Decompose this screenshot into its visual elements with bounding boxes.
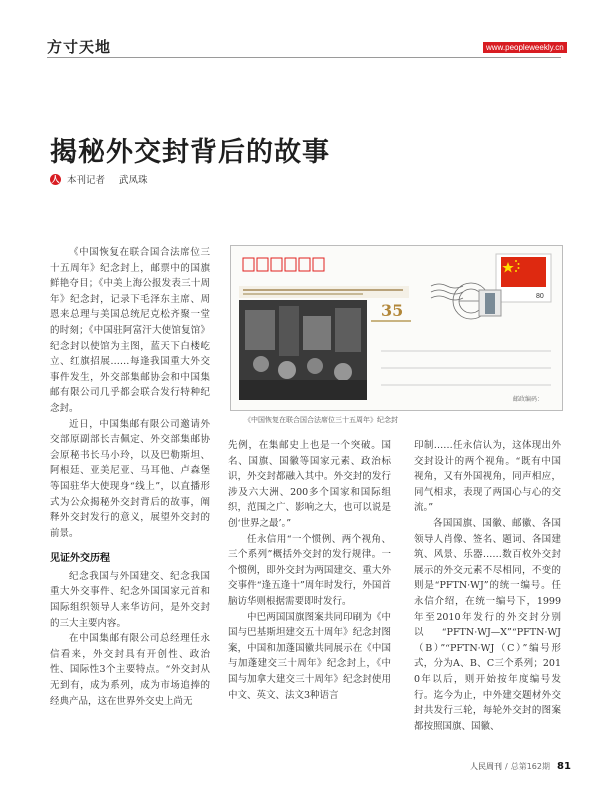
historical-photo (239, 300, 367, 400)
paragraph: 各国国旗、国徽、邮徽、各国领导人肖像、签名、题词、各国建筑、风景、乐器……数百枚外交封展示的外交元素不尽相同，不变的则是“PFTN·WJ”的统一编号。任永信介绍，在统一编号下，1999年至2010年发行的外交封分别以“PFTN·WJ—X”“PFTN·WJ（B）”“PFTN·WJ（C）”编号形式，分为A、B、C三个系列；2010年以后，则开始按年度编号发行。迄今为止，中外建交题材外交封共发行三轮，每轮外交封的图案都按照国旗、国徽、 (414, 517, 561, 732)
byline-name: 武凤珠 (119, 175, 148, 186)
column-2 (228, 438, 391, 703)
paragraph: 近日，中国集邮有限公司邀请外交部原副部长吉佩定、外交部集邮协会原秘书长马小玲，以及巴勒斯坦、阿根廷、亚美尼亚、马耳他、卢森堡等国驻华大使现身“线上”，以直播形式为公众揭秘外交封背后的故事，阐释外交封发行的意义，展望外交封的前景。 (50, 418, 210, 539)
recipient-postcode-label: 邮政编码： (513, 396, 544, 403)
paragraph: 纪念我国与外国建交、纪念我国重大外交事件、纪念外国国家元首和国际组织领导人来华访问，是外交封的三大主要内容。 (50, 570, 210, 629)
magazine-name: 人民周刊 (470, 762, 502, 771)
header-divider (47, 57, 561, 58)
subheading: 见证外交历程 (50, 553, 110, 565)
article-title: 揭秘外交封背后的故事 (50, 137, 330, 168)
column-3 (414, 438, 561, 734)
paragraph: 在中国集邮有限公司总经理任永信看来，外交封具有开创性、政治性、国际性3个主要特点。“外交封从无到有，成为系列，成为市场追捧的经典产品，这在世界外交史上尚无 (50, 633, 210, 707)
postcode-boxes (243, 258, 324, 271)
byline-role: 本刊记者 (67, 175, 106, 186)
flag-stamp (496, 254, 551, 302)
page-number: 81 (556, 761, 571, 772)
paragraph: 《中国恢复在联合国合法席位三十五周年》纪念封上，邮票中的国旗鲜艳夺目；《中美上海公报发表三十周年》纪念封，记录下毛泽东主席、周恩来总理与美国总统尼克松齐聚一堂的时刻；《中国驻阿富汗大使馆复馆》纪念封以使馆为主图，蓝天下白楼屹立、红旗招展……每逢我国重大外交事件发生，外交部集邮协会和中国集邮有限公司几乎都会联合发行特种纪念封。 (50, 247, 210, 414)
byline (50, 172, 148, 186)
issue-number: 总第162期 (510, 762, 550, 771)
address-lines (381, 351, 551, 385)
paragraph: 中巴两国国旗图案共同印刷为《中国与巴基斯坦建交五十周年》纪念封图案，中国和加蓬国徽共同展示在《中国与加蓬建交三十周年》纪念封上，《中国与加拿大建交三十周年》纪念封使用中文、英文、法文3种语言 (228, 611, 391, 701)
postage-value: 80 (536, 293, 544, 300)
cover-image (231, 246, 562, 410)
section-label: 方寸天地 (47, 38, 112, 56)
paragraph: 任永信用“一个惯例、两个视角、三个系列”概括外交封的发行规律。一个惯例，即外交封为两国建交、重大外交事件“逢五逢十”周年时发行，外国首脑访华则根据需要即时发行。 (228, 533, 391, 607)
cover-illustration (230, 245, 563, 411)
column-1 (50, 245, 210, 709)
anniversary-number: 35 (381, 301, 404, 320)
un-building-stamp (479, 290, 501, 316)
site-url[interactable]: www.peopleweekly.cn (483, 42, 567, 53)
page-footer: 人民周刊 / 总第162期 81 (470, 761, 571, 772)
byline-icon: 人 (51, 174, 60, 184)
image-caption: 《中国恢复在联合国合法席位三十五周年》纪念封 (244, 416, 398, 424)
paragraph: 先例，在集邮史上也是一个突破。国名、国旗、国徽等国家元素、政治标识，外交封都融入其中。外交封的发行涉及六大洲、200多个国家和国际组织，范围之广、影响之大，也可以说是创‘世界之最’。” (228, 440, 391, 529)
paragraph: 印制……任永信认为，这体现出外交封设计的两个视角。“既有中国视角，又有外国视角，同声相应，同气相求，表现了两国心与心的交流。” (414, 440, 561, 514)
